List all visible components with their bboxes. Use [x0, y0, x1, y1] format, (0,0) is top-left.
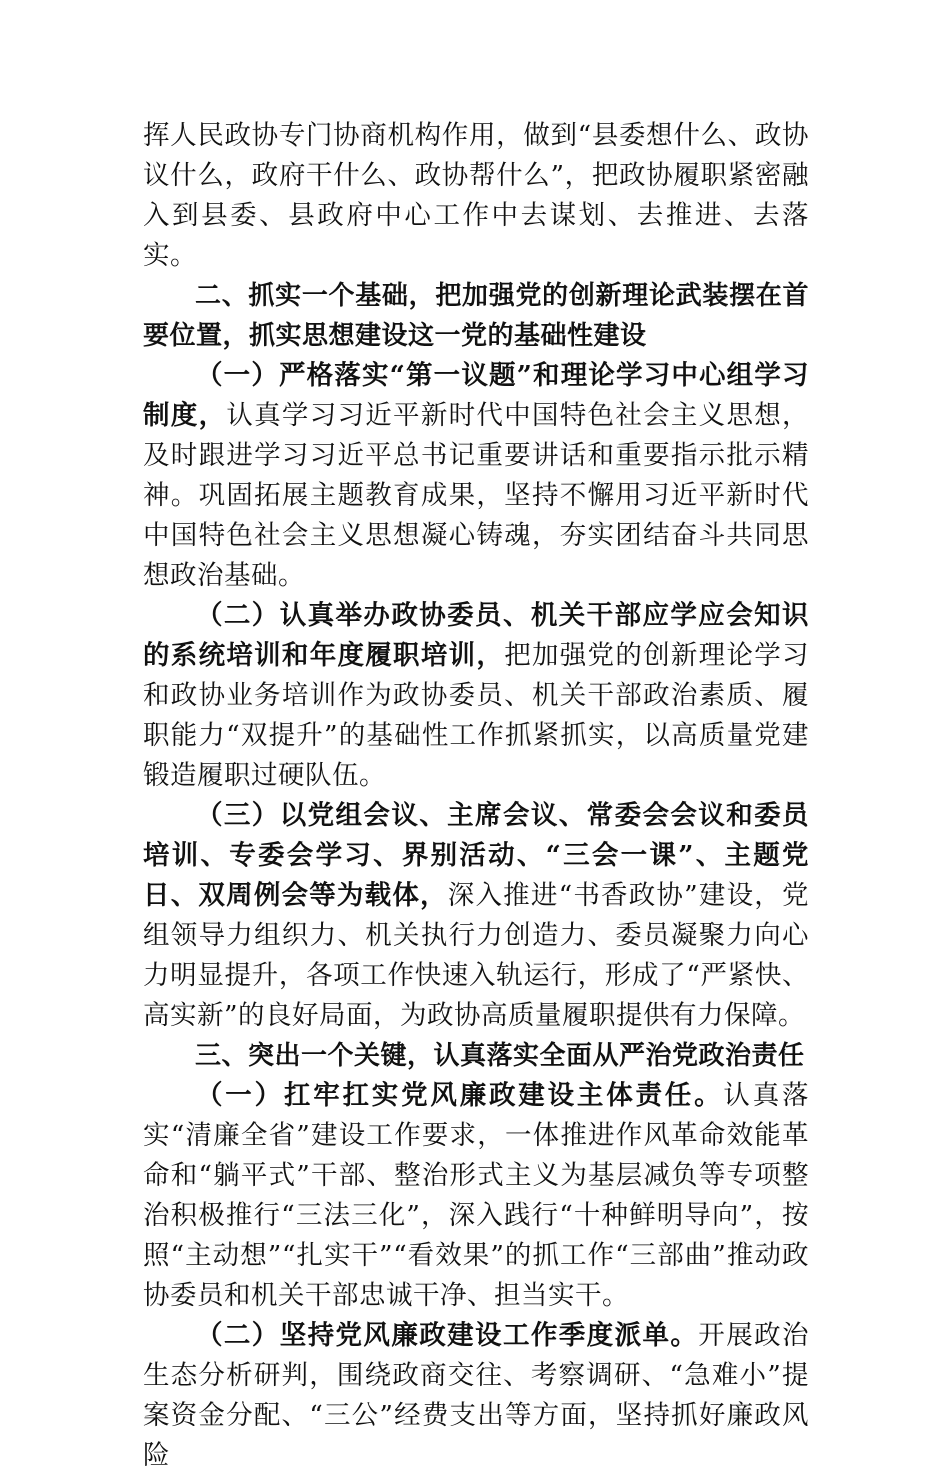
subsection-2-2	[143, 596, 809, 796]
subsection-3-1	[143, 1076, 809, 1316]
subsection-2-3-label: （三）以党组会议、主席会议、常委会会议和委员培训、专委会学习、界别活动、“三会一课”、主题党日、双周例会等为载体，	[143, 800, 809, 911]
subsection-2-1	[143, 356, 809, 596]
subsection-2-2-text: 把加强党的创新理论学习和政协业务培训作为政协委员、机关干部政治素质、履职能力“双提升”的基础性工作抓紧抓实，以高质量党建锻造履职过硬队伍。	[143, 640, 810, 791]
subsection-2-1-text: 认真学习习近平新时代中国特色社会主义思想，及时跟进学习习近平总书记重要讲话和重要指示批示精神。巩固拓展主题教育成果，坚持不懈用习近平新时代中国特色社会主义思想凝心铸魂，夯实团结奋斗共同思想政治基础。	[143, 400, 810, 591]
subsection-3-1-label: （一）扛牢扛实党风廉政建设主体责任。	[196, 1080, 724, 1111]
subsection-2-2-label: （二）认真举办政协委员、机关干部应学应会知识的系统培训和年度履职培训，	[143, 600, 809, 671]
subsection-2-3	[143, 796, 809, 1036]
subsection-3-1-text: 认真落实“清廉全省”建设工作要求，一体推进作风革命效能革命和“躺平式”干部、整治形式主义为基层减负等专项整治积极推行“三法三化”，深入践行“十种鲜明导向”，按照“主动想”“扎实干”“看效果”的抓工作“三部曲”推动政协委员和机关干部忠诚干净、担当实干。	[143, 1080, 810, 1311]
subsection-2-1-label: （一）严格落实“第一议题”和理论学习中心组学习制度，	[143, 360, 809, 431]
subsection-3-2	[143, 1316, 809, 1476]
subsection-3-2-text: 开展政治生态分析研判，围绕政商交往、考察调研、“急难小”提案资金分配、“三公”经费支出等方面，坚持抓好廉政风险	[143, 1320, 810, 1471]
subsection-3-2-label: （二）坚持党风廉政建设工作季度派单。	[196, 1320, 699, 1351]
section-heading-2: 二、抓实一个基础，把加强党的创新理论武装摆在首要位置，抓实思想建设这一党的基础性建设	[143, 281, 809, 351]
paragraph-continuation: 挥人民政协专门协商机构作用，做到“县委想什么、政协议什么，政府干什么、政协帮什么”，把政协履职紧密融入到县委、县政府中心工作中去谋划、去推进、去落实。	[143, 120, 809, 271]
subsection-2-3-text: 深入推进“书香政协”建设，党组领导力组织力、机关执行力创造力、委员凝聚力向心力明显提升，各项工作快速入轨运行，形成了“严紧快、高实新”的良好局面，为政协高质量履职提供有力保障。	[143, 880, 809, 1031]
section-heading-3: 三、突出一个关键，认真落实全面从严治党政治责任	[195, 1041, 805, 1071]
document-body	[143, 116, 809, 1476]
